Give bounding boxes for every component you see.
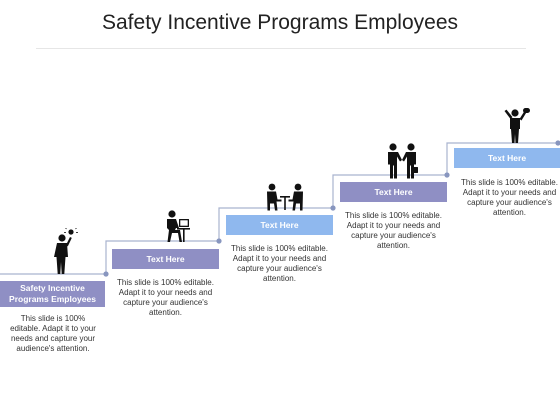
step-3-label-box (226, 215, 333, 235)
step-3-label: Text Here (260, 219, 299, 230)
step-2-description: This slide is 100% editable. Adapt it to your needs and capture your audience's attention. (117, 278, 214, 317)
step-5-label: Text Here (487, 152, 527, 163)
step-5-description: This slide is 100% editable. Adapt it to your needs and capture your audience's attention. (461, 178, 558, 217)
person-idea-icon (50, 228, 80, 281)
handshake-icon (386, 143, 418, 184)
step-4-label-box (340, 182, 447, 202)
step-1-label: Safety Incentive Programs Employees (9, 283, 96, 304)
step-dot-1 (103, 271, 108, 276)
person-computer-icon (162, 210, 192, 249)
step-2-label-box (112, 249, 219, 269)
step-3-description: This slide is 100% editable. Adapt it to your needs and capture your audience's attention. (231, 244, 328, 283)
step-4-description: This slide is 100% editable. Adapt it to your needs and capture your audience's attention. (345, 211, 442, 250)
step-dot-3 (330, 205, 335, 210)
meeting-icon (264, 183, 306, 216)
step-dot-5 (555, 140, 560, 145)
step-dot-4 (444, 172, 449, 177)
success-person-icon (502, 108, 532, 149)
step-2-label: Text Here (146, 253, 185, 264)
step-dot-2 (216, 238, 221, 243)
step-5-label-box (454, 148, 560, 168)
step-1-label-box (0, 281, 105, 307)
step-1-description: This slide is 100% editable. Adapt it to your needs and capture your audience's attention. (10, 314, 96, 353)
slide-title: Safety Incentive Programs Employees (102, 11, 458, 34)
step-4-label: Text Here (374, 186, 413, 197)
